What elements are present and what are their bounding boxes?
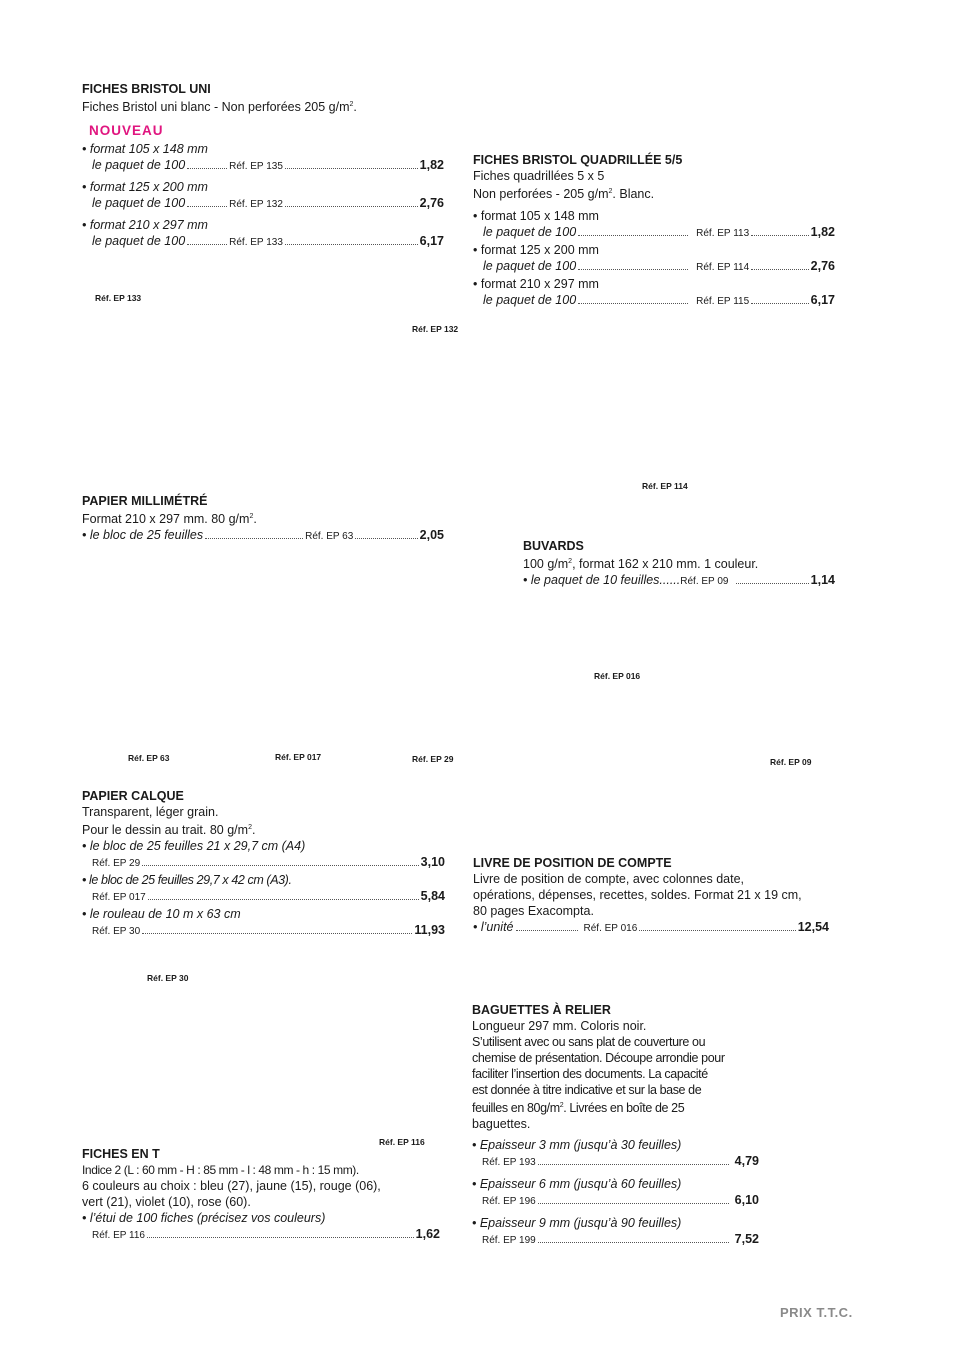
bristol-uni-item-row: le paquet de 100 Réf. EP 135 1,82 bbox=[92, 158, 444, 173]
bristol-uni-price: 2,76 bbox=[419, 196, 444, 211]
image-label-ep133: Réf. EP 133 bbox=[95, 293, 142, 303]
fiches-t-desc: vert (21), violet (10), rose (60). bbox=[82, 1195, 251, 1209]
fiches-t-title: FICHES EN T bbox=[82, 1147, 160, 1161]
baguettes-desc: faciliter l’insertion des documents. La capacité bbox=[472, 1067, 708, 1081]
buvards-title: BUVARDS bbox=[523, 539, 584, 553]
calque-price: 5,84 bbox=[420, 889, 445, 904]
section-baguettes bbox=[472, 1003, 759, 1249]
fiches-t-price: 1,62 bbox=[415, 1227, 440, 1241]
section-bristol-quad bbox=[473, 153, 835, 310]
image-label-ep016: Réf. EP 016 bbox=[594, 671, 641, 681]
section-livre bbox=[473, 856, 835, 937]
bristol-quad-price: 2,76 bbox=[810, 259, 835, 274]
bristol-quad-title: FICHES BRISTOL QUADRILLÉE 5/5 bbox=[473, 153, 683, 167]
fiches-t-item-label: • l’étui de 100 fiches (précisez vos couleurs) bbox=[82, 1211, 326, 1225]
calque-item-label: • le bloc de 25 feuilles 21 x 29,7 cm (A4) bbox=[82, 839, 306, 854]
bristol-quad-item-row: le paquet de 100 Réf. EP 113 1,82 bbox=[483, 225, 835, 240]
prix-ttc-footer: PRIX T.T.C. bbox=[780, 1305, 853, 1320]
livre-desc: Livre de position de compte, avec colonnes date, bbox=[473, 872, 745, 886]
bristol-quad-item-row: le paquet de 100 Réf. EP 114 2,76 bbox=[483, 259, 835, 274]
image-label-ep09: Réf. EP 09 bbox=[770, 757, 812, 767]
millimetre-price: 2,05 bbox=[419, 528, 444, 543]
baguettes-price: 6,10 bbox=[734, 1193, 759, 1208]
section-buvards bbox=[523, 539, 835, 590]
section-calque bbox=[82, 789, 445, 940]
millimetre-item-row: • le bloc de 25 feuilles Réf. EP 63 2,05 bbox=[82, 528, 444, 543]
image-label-ep116: Réf. EP 116 bbox=[379, 1137, 425, 1147]
baguettes-price: 7,52 bbox=[734, 1232, 759, 1247]
baguettes-item-row: Réf. EP 199 7,52 bbox=[482, 1232, 759, 1247]
baguettes-desc: Longueur 297 mm. Coloris noir. bbox=[472, 1019, 647, 1033]
calque-item-row: Réf. EP 29 3,10 bbox=[92, 855, 445, 870]
buvards-price: 1,14 bbox=[810, 573, 835, 588]
livre-price: 12,54 bbox=[797, 920, 829, 934]
image-label-ep114: Réf. EP 114 bbox=[642, 481, 688, 491]
image-label-ep63: Réf. EP 63 bbox=[128, 753, 170, 763]
baguettes-desc: feuilles en $80g/m^2$. Livrées en boîte de 25 bbox=[472, 1101, 685, 1116]
bristol-quad-item-format: • format 105 x 148 mm bbox=[473, 209, 599, 224]
calque-desc: Pour le dessin au trait. 80 $g/m^2$. bbox=[82, 823, 256, 838]
bristol-uni-item-row: le paquet de 100 Réf. EP 133 6,17 bbox=[92, 234, 444, 249]
bristol-quad-price: 1,82 bbox=[810, 225, 835, 240]
bristol-uni-price: 1,82 bbox=[419, 158, 444, 173]
baguettes-item-row: Réf. EP 193 4,79 bbox=[482, 1154, 759, 1169]
image-label-ep29: Réf. EP 29 bbox=[412, 754, 454, 764]
bristol-quad-item-format: • format 125 x 200 mm bbox=[473, 243, 599, 258]
bristol-uni-title: FICHES BRISTOL UNI bbox=[82, 82, 211, 96]
baguettes-item-label: • Epaisseur 3 mm (jusqu’à 30 feuilles) bbox=[472, 1138, 682, 1153]
section-bristol-uni bbox=[82, 82, 444, 251]
calque-title: PAPIER CALQUE bbox=[82, 789, 184, 803]
calque-item-row: Réf. EP 017 5,84 bbox=[92, 889, 445, 904]
calque-desc: Transparent, léger grain. bbox=[82, 805, 219, 819]
bristol-quad-price: 6,17 bbox=[810, 293, 835, 308]
calque-price: 11,93 bbox=[414, 923, 445, 938]
baguettes-item-label: • Epaisseur 6 mm (jusqu’à 60 feuilles) bbox=[472, 1177, 682, 1192]
bristol-uni-item-format: • format 210 x 297 mm bbox=[82, 218, 208, 233]
calque-item-label: • le bloc de 25 feuilles 29,7 x 42 cm (A3). bbox=[82, 873, 292, 888]
baguettes-item-row: Réf. EP 196 6,10 bbox=[482, 1193, 759, 1208]
millimetre-title: PAPIER MILLIMÉTRÉ bbox=[82, 494, 208, 508]
bristol-quad-item-row: le paquet de 100 Réf. EP 115 6,17 bbox=[483, 293, 835, 308]
bristol-uni-item-format: • format 125 x 200 mm bbox=[82, 180, 208, 195]
livre-desc: opérations, dépenses, recettes, soldes. Format 21 x 19 cm, bbox=[473, 888, 802, 902]
bristol-quad-desc: Non perforées - 205 $g/m^2$. Blanc. bbox=[473, 187, 655, 202]
livre-desc: 80 pages Exacompta. bbox=[473, 904, 594, 918]
image-label-ep017: Réf. EP 017 bbox=[275, 752, 322, 762]
image-label-ep30: Réf. EP 30 bbox=[147, 973, 189, 983]
millimetre-desc: Format 210 x 297 mm. 80 $g/m^2$. bbox=[82, 512, 257, 527]
baguettes-desc: chemise de présentation. Découpe arrondie pour bbox=[472, 1051, 725, 1065]
baguettes-desc: est donnée à titre indicative et sur la base de bbox=[472, 1083, 702, 1097]
baguettes-title: BAGUETTES À RELIER bbox=[472, 1003, 611, 1017]
calque-price: 3,10 bbox=[420, 855, 445, 870]
calque-item-label: • le rouleau de 10 m x 63 cm bbox=[82, 907, 241, 922]
baguettes-desc: S’utilisent avec ou sans plat de couverture ou bbox=[472, 1035, 706, 1049]
image-label-ep132: Réf. EP 132 bbox=[412, 324, 459, 334]
baguettes-item-label: • Epaisseur 9 mm (jusqu’à 90 feuilles) bbox=[472, 1216, 682, 1231]
calque-item-row: Réf. EP 30 11,93 bbox=[92, 923, 445, 938]
section-fiches-t bbox=[82, 1147, 440, 1244]
bristol-uni-description: Fiches Bristol uni blanc - Non perforées 205 $g/m^2$. bbox=[82, 100, 357, 115]
livre-item-row: • l’unité Réf. EP 016 12,54 bbox=[473, 920, 829, 934]
fiches-t-desc: 6 couleurs au choix : bleu (27), jaune (15), rouge (06), bbox=[82, 1179, 381, 1193]
bristol-quad-item-format: • format 210 x 297 mm bbox=[473, 277, 599, 292]
bristol-quad-desc: Fiches quadrillées 5 x 5 bbox=[473, 169, 605, 183]
fiches-t-item-row: Réf. EP 116 1,62 bbox=[92, 1227, 440, 1241]
baguettes-desc: baguettes. bbox=[472, 1117, 531, 1132]
buvards-desc: 100 $g/m^2$, format 162 x 210 mm. 1 couleur. bbox=[523, 557, 759, 572]
section-millimetre bbox=[82, 494, 444, 545]
fiches-t-desc: Indice 2 (L : 60 mm - H : 85 mm - l : 48 mm - h : 15 mm). bbox=[82, 1163, 359, 1177]
bristol-uni-price: 6,17 bbox=[419, 234, 444, 249]
baguettes-price: 4,79 bbox=[734, 1154, 759, 1169]
buvards-item-row: • le paquet de 10 feuilles...... Réf. EP 09 1,14 bbox=[523, 573, 835, 588]
livre-title: LIVRE DE POSITION DE COMPTE bbox=[473, 856, 672, 870]
bristol-uni-item-row: le paquet de 100 Réf. EP 132 2,76 bbox=[92, 196, 444, 211]
nouveau-badge: NOUVEAU bbox=[89, 123, 164, 138]
bristol-uni-item-format: • format 105 x 148 mm bbox=[82, 142, 208, 157]
